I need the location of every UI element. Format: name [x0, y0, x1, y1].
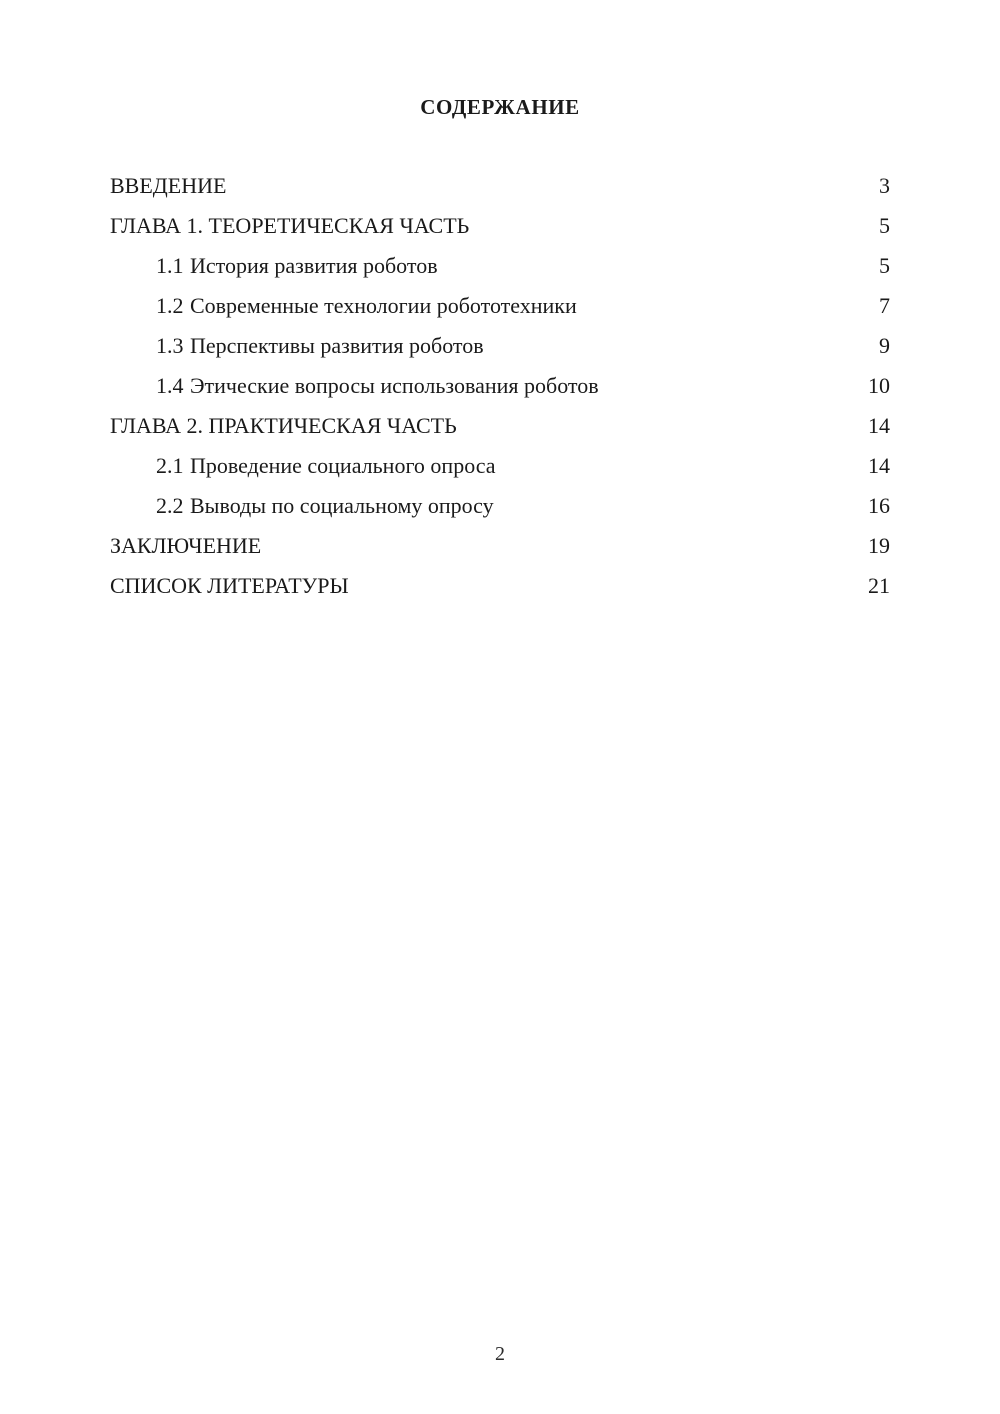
toc-entry-page: 14 [868, 413, 890, 438]
toc-entry-number: 1.4 [156, 373, 184, 398]
toc-entry[interactable] [110, 526, 890, 566]
toc-entry-page: 14 [868, 453, 890, 478]
toc-entry-label [110, 215, 469, 237]
toc-entry[interactable] [110, 246, 890, 286]
toc-entry-text: ВВЕДЕНИЕ [110, 173, 227, 198]
page-title: СОДЕРЖАНИЕ [420, 95, 580, 119]
toc-entry[interactable] [110, 566, 890, 606]
toc-entry-label [110, 535, 261, 557]
toc-entry-text: Перспективы развития роботов [190, 333, 484, 358]
toc-entry-label [110, 175, 226, 197]
toc-entry-text: ГЛАВА 1. ТЕОРЕТИЧЕСКАЯ ЧАСТЬ [110, 213, 470, 238]
toc-entry-label [156, 255, 438, 277]
toc-entry-number: 1.2 [156, 293, 184, 318]
toc-entry[interactable] [110, 206, 890, 246]
toc-entry[interactable] [110, 366, 890, 406]
toc-entry[interactable] [110, 486, 890, 526]
toc-entry-label [110, 575, 349, 597]
toc-entry-label [156, 495, 494, 517]
toc-entry-text: ЗАКЛЮЧЕНИЕ [110, 533, 262, 558]
toc-entry-page: 9 [879, 333, 890, 358]
toc-entry-text: История развития роботов [190, 253, 438, 278]
toc-entry-page: 10 [868, 373, 890, 398]
toc-entry-page: 5 [879, 253, 890, 278]
toc-entry[interactable] [110, 286, 890, 326]
toc-entry-number: 1.3 [156, 333, 184, 358]
toc-entry-text: ГЛАВА 2. ПРАКТИЧЕСКАЯ ЧАСТЬ [110, 413, 457, 438]
toc-entry-text: Выводы по социальному опросу [190, 493, 494, 518]
toc-entry-label [156, 455, 496, 477]
toc-entry-text: Проведение социального опроса [190, 453, 496, 478]
toc-entry-label [156, 375, 599, 397]
toc-entry-text: СПИСОК ЛИТЕРАТУРЫ [110, 573, 349, 598]
toc-entry-number: 2.2 [156, 493, 184, 518]
toc-entry[interactable] [110, 446, 890, 486]
toc-entry[interactable] [110, 166, 890, 206]
toc-entry-page: 19 [868, 533, 890, 558]
toc-entry-page: 7 [879, 293, 890, 318]
toc-entry[interactable] [110, 406, 890, 446]
toc-entry-page: 5 [879, 213, 890, 238]
toc-entry-page: 21 [868, 573, 890, 598]
toc-entry-page: 16 [868, 493, 890, 518]
toc-entry-text: Современные технологии робототехники [190, 293, 577, 318]
toc-entry-label [110, 415, 457, 437]
toc-entry-number: 1.1 [156, 253, 184, 278]
toc-entry[interactable] [110, 326, 890, 366]
table-of-contents [110, 166, 890, 606]
toc-entry-label [156, 335, 484, 357]
toc-entry-number: 2.1 [156, 453, 184, 478]
footer-page-number: 2 [495, 1343, 505, 1365]
toc-entry-page: 3 [879, 173, 890, 198]
toc-entry-label [156, 295, 577, 317]
toc-entry-text: Этические вопросы использования роботов [190, 373, 599, 398]
